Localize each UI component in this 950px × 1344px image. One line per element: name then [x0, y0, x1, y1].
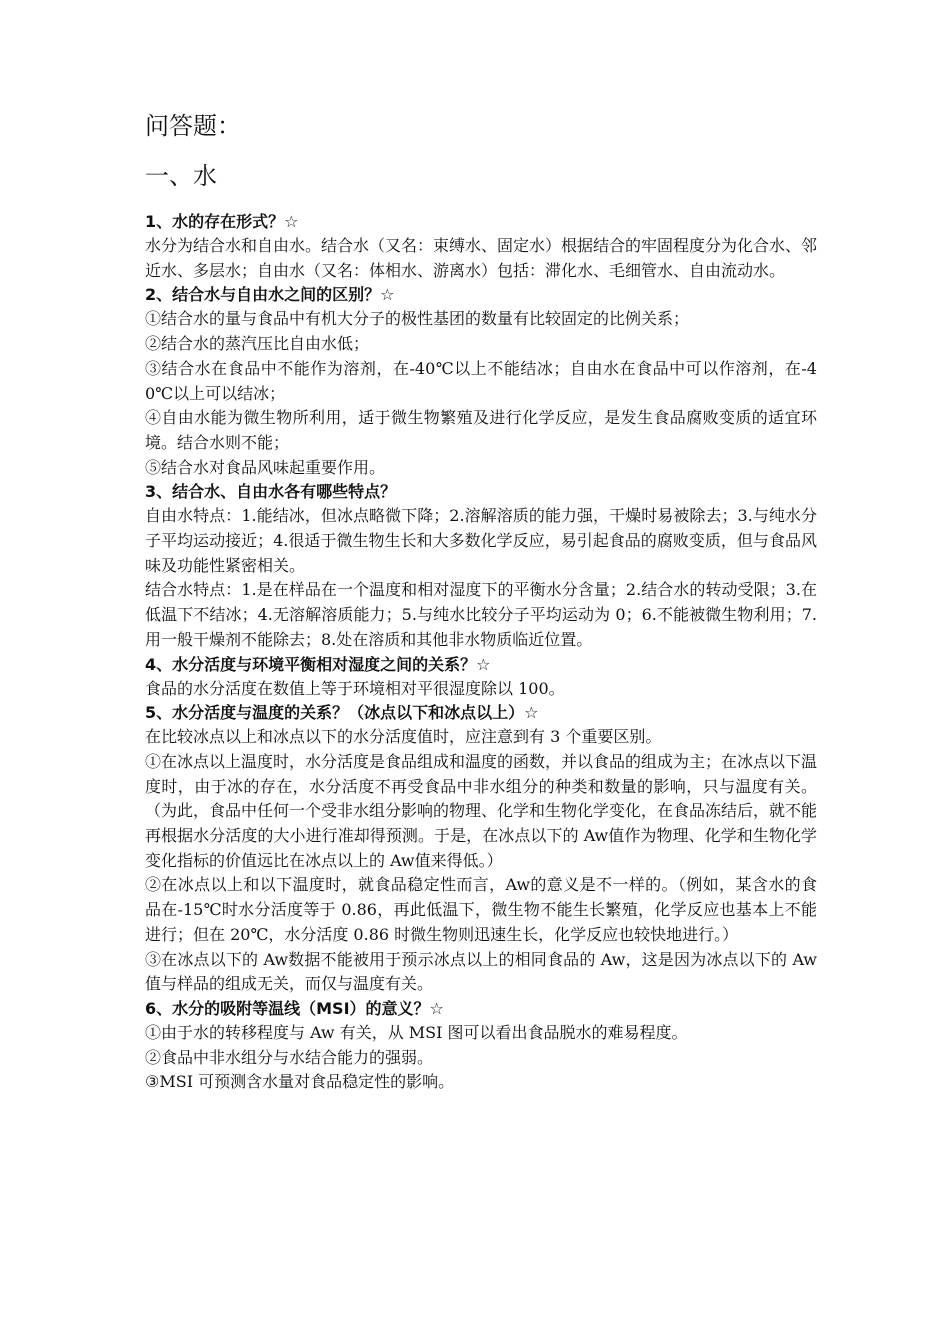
question-title: 6、水分的吸附等温线（MSI）的意义？☆	[145, 998, 444, 1018]
question-block-6	[145, 997, 817, 1095]
question-title: 3、结合水、自由水各有哪些特点？	[145, 482, 397, 502]
answer-paragraph: ①在冰点以上温度时，水分活度是食品组成和温度的函数，并以食品的组成为主；在冰点以下温度时，由于冰的存在，水分活度不再受食品中非水组分的种类和数量的影响，只与温度有关。（为此，食品中任何一个受非水组分影响的物理、化学和生物化学变化，在食品冻结后，就不能再根据水分活度的大小进行准却得预测。于是，在冰点以下的 Aw值作为物理、化学和生物化学变化指标的价值远比在冰点以上的 Aw值来得低。）	[145, 751, 818, 870]
answer-paragraph: ④自由水能为微生物所利用，适于微生物繁殖及进行化学反应，是发生食品腐败变质的适宜环境。结合水则不能；	[145, 408, 817, 452]
answer-paragraph: ②在冰点以上和以下温度时，就食品稳定性而言，Aw的意义是不一样的。（例如，某含水的食品在-15℃时水分活度等于 0.86，再此低温下，微生物不能生长繁殖，化学反应也基本上不能进行；但在 20℃，水分活度 0.86 时微生物则迅速生长，化学反应也较快地进行。）	[145, 875, 817, 944]
answer-paragraph: ①结合水的量与食品中有机大分子的极性基团的数量有比较固定的比例关系；	[145, 309, 690, 329]
answer-paragraph: 食品的水分活度在数值上等于环境相对平很湿度除以 100。	[145, 678, 565, 698]
answer-paragraph: 水分为结合水和自由水。结合水（又名：束缚水、固定水）根据结合的牢固程度分为化合水、邻近水、多层水；自由水（又名：体相水、游离水）包括：滞化水、毛细管水、自由流动水。	[145, 236, 818, 280]
question-block-2	[145, 283, 817, 480]
question-block-5	[145, 701, 817, 997]
answer-paragraph: 自由水特点：1.能结冰，但冰点略微下降；2.溶解溶质的能力强，干燥时易被除去；3.与纯水分子平均运动接近；4.很适于微生物生长和大多数化学反应，易引起食品的腐败变质，但与食品风味及功能性紧密相关。	[145, 506, 817, 575]
question-title: 1、水的存在形式？☆	[145, 212, 299, 231]
document-page	[145, 108, 817, 1095]
question-title: 2、结合水与自由水之间的区别？☆	[145, 285, 395, 305]
answer-paragraph: ③MSI 可预测含水量对食品稳定性的影响。	[145, 1072, 455, 1092]
question-title: 5、水分活度与温度的关系？（冰点以下和冰点以上）☆	[145, 703, 539, 723]
answer-paragraph: ⑤结合水对食品风味起重要作用。	[145, 457, 386, 477]
answer-paragraph: ③结合水在食品中不能作为溶剂，在-40℃以上不能结冰；自由水在食品中可以作溶剂，在-40℃以上可以结冰；	[145, 358, 817, 403]
question-block-4	[145, 653, 817, 702]
answer-paragraph: 结合水特点：1.是在样品在一个温度和相对湿度下的平衡水分含量；2.结合水的转动受限；3.在低温下不结冰；4.无溶解溶质能力；5.与纯水比较分子平均运动为 0；6.不能被微生物利用；7.用一般干燥剂不能除去；8.处在溶质和其他非水物质临近位置。	[145, 580, 817, 649]
answer-paragraph: ②结合水的蒸汽压比自由水低；	[145, 334, 370, 354]
answer-paragraph: ③在冰点以下的 Aw数据不能被用于预示冰点以上的相同食品的 Aw，这是因为冰点以下的 Aw值与样品的组成无关，而仅与温度有关。	[145, 949, 817, 994]
document-title: 问答题：	[145, 112, 241, 140]
question-block-1	[145, 210, 817, 283]
question-block-3	[145, 480, 817, 652]
question-title: 4、水分活度与环境平衡相对湿度之间的关系？☆	[145, 654, 491, 674]
answer-paragraph: ②食品中非水组分与水结合能力的强弱。	[145, 1047, 434, 1067]
section-title: 一、水	[145, 162, 217, 190]
answer-paragraph: ①由于水的转移程度与 Aw 有关，从 MSI 图可以看出食品脱水的难易程度。	[145, 1022, 688, 1042]
answer-paragraph: 在比较冰点以上和冰点以下的水分活度值时，应注意到有 3 个重要区别。	[145, 727, 662, 747]
